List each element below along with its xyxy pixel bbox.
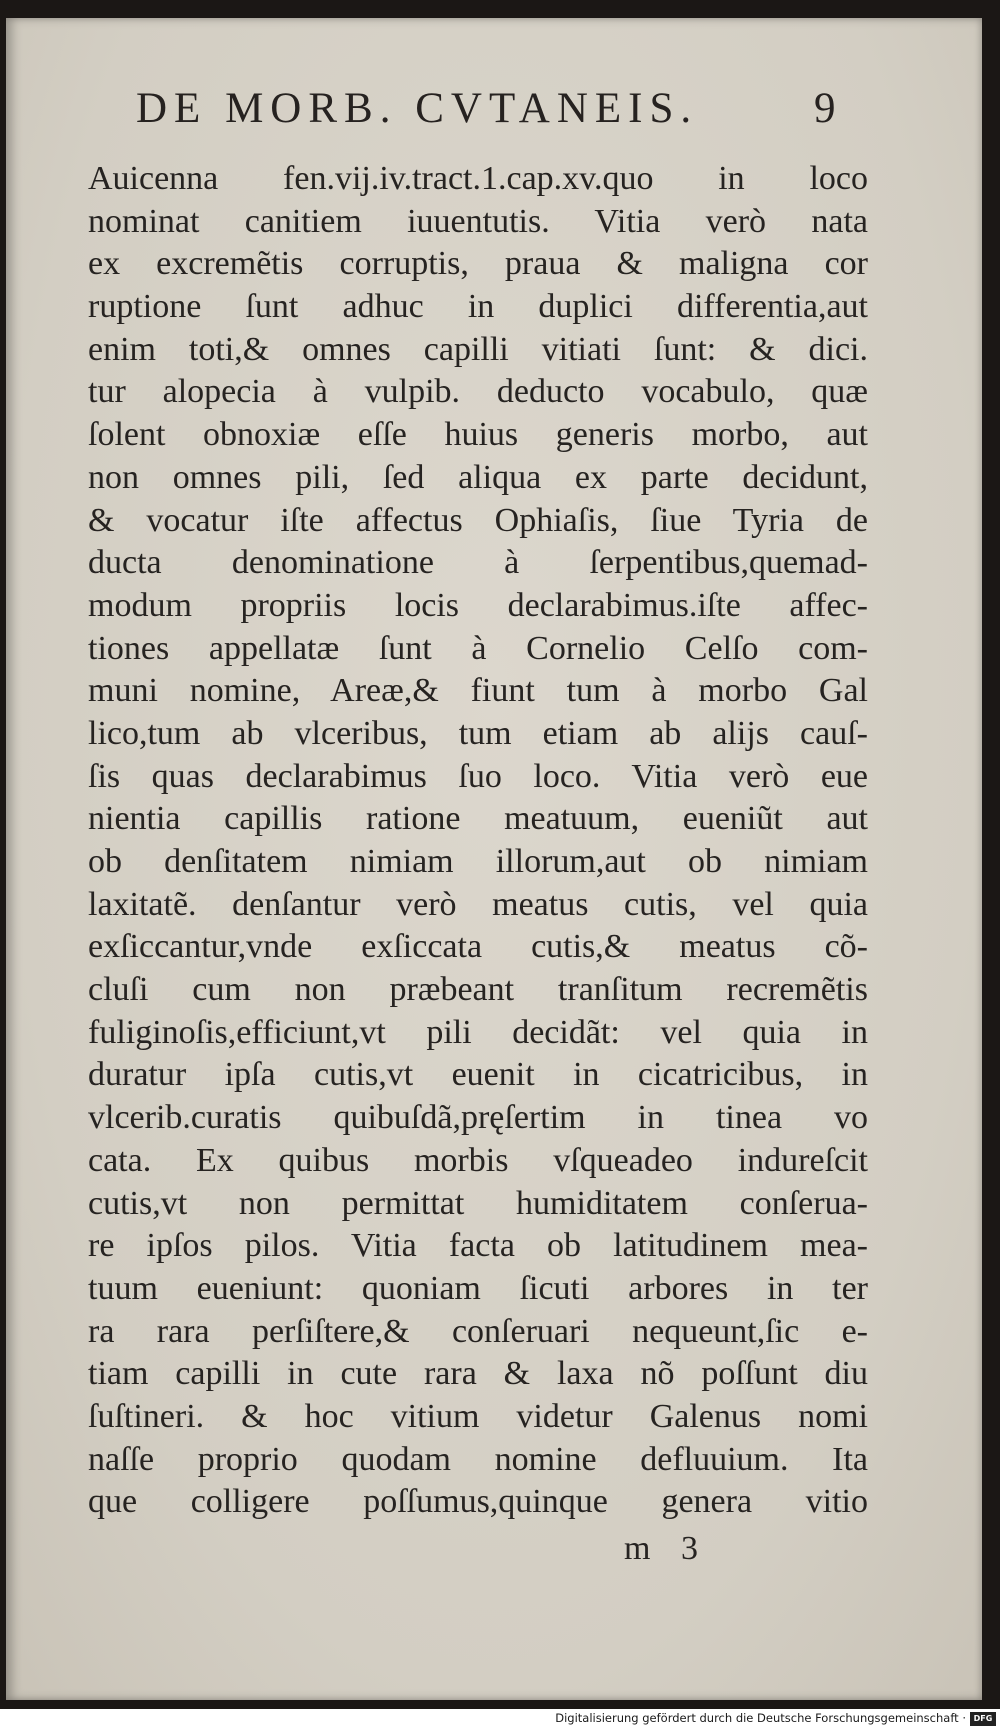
text-line: tur alopecia à vulpib. deducto vocabulo, quæ [88,373,868,411]
text-line: enim toti,& omnes capilli vitiati ſunt: & dici. [88,330,868,368]
text-line: tiam capilli in cute rara & laxa nõ poſſunt diu [88,1355,868,1393]
text-line: ruptione ſunt adhuc in duplici differentia,aut [88,288,868,326]
text-line: exſiccantur,vnde exſiccata cutis,& meatus cõ- [88,928,868,966]
text-line: duratur ipſa cutis,vt euenit in cicatricibus, in [88,1056,868,1094]
text-line: nominat canitiem iuuentutis. Vitia verò nata [88,202,868,240]
text-line: ſuſtineri. & hoc vitium videtur Galenus nomi [88,1397,868,1435]
text-line: Auicenna fen.vij.iv.tract.1.cap.xv.quo in loco [88,160,868,197]
text-line: lico,tum ab vlceribus, tum etiam ab alijs cauſ- [88,714,868,752]
text-line: ra rara perſiſtere,& conſeruari nequeunt,ſic e- [88,1312,868,1350]
body-text [88,158,868,1524]
text-line: ex excremẽtis corruptis, praua & maligna cor [88,245,868,283]
footer-strip [0,1709,1000,1730]
page-header [6,84,982,144]
page-number: 9 [814,85,836,132]
text-line: fuliginoſis,efficiunt,vt pili decidãt: vel quia in [88,1013,868,1051]
text-line: nientia capillis ratione meatuum, eueniũt aut [88,800,868,838]
running-head: DE MORB. CVTANEIS. [136,85,699,132]
book-page [6,18,982,1700]
text-line: tuum eueniunt: quoniam ſicuti arbores in ter [88,1269,868,1307]
text-line: & vocatur iſte affectus Ophiaſis, ſiue Tyria de [88,501,868,539]
text-line: muni nomine, Areæ,& fiunt tum à morbo Gal [88,672,868,710]
signature-mark: m 3 [624,1530,698,1567]
dfg-logo: DFG [970,1712,996,1726]
text-line: ob denſitatem nimiam illorum,aut ob nimiam [88,843,868,880]
text-line: cutis,vt non permittat humiditatem conſerua- [88,1184,868,1222]
text-line: ſis quas declarabimus ſuo loco. Vitia verò eue [88,757,868,795]
text-line: naſſe proprio quodam nomine defluuium. Ita [88,1440,868,1478]
text-line: re ipſos pilos. Vitia facta ob latitudinem mea- [88,1227,868,1265]
text-line: que colligere poſſumus,quinque genera vitio [88,1483,868,1521]
text-line: cluſi cum non præbeant tranſitum recremẽtis [88,971,868,1009]
text-line: laxitatẽ. denſantur verò meatus cutis, vel quia [88,885,868,923]
text-line: ducta denominatione à ſerpentibus,quemad- [88,544,868,582]
text-line: vlcerib.curatis quibuſdã,pręſertim in tinea vo [88,1099,868,1137]
text-line: modum propriis locis declarabimus.iſte affec- [88,586,868,624]
text-line: ſolent obnoxiæ eſſe huius generis morbo, aut [88,416,868,454]
text-line: non omnes pili, ſed aliqua ex parte decidunt, [88,458,868,496]
text-line: tiones appellatæ ſunt à Cornelio Celſo com- [88,629,868,667]
text-line: cata. Ex quibus morbis vſqueadeo indureſcit [88,1141,868,1179]
digitization-credit: Digitalisierung gefördert durch die Deutsche Forschungsgemeinschaft · [555,1711,966,1725]
